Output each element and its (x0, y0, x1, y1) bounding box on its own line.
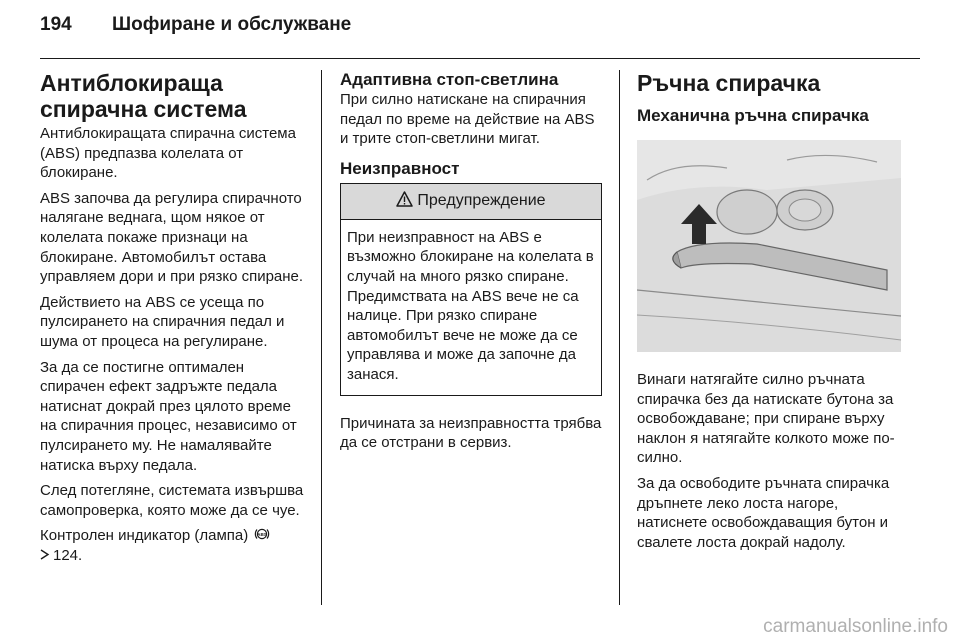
section-title-parking-brake: Ръчна спирачка (637, 70, 821, 96)
column-divider (619, 70, 620, 605)
warning-text: При неизправност на ABS е възможно блокиране на колелата в случай на много рязко спиране. Предимствата на ABS вече не са налице. При рязко спиране автомобилът вече не може да се управлява и може да започне да занася. (347, 228, 594, 383)
page-number: 194 (40, 14, 72, 35)
column-parking-brake (637, 70, 901, 558)
section-title-adaptive-brake-light: Адаптивна стоп-светлина (340, 70, 559, 89)
paragraph: След потегляне, системата извършва самопроверка, която може да се чуе. (40, 482, 304, 519)
paragraph: За да освободите ръчната спирачка дръпнете леко лоста нагоре, натиснете освобождаващия бутон и свалете лоста докрай надолу. (637, 474, 890, 551)
paragraph: При силно натискане на спирачния педал по време на действие на ABS и трите стоп-светлини мигат. (340, 91, 595, 148)
paragraph: Винаги натягайте силно ръчната спирачка без да натискате бутона за освобождаване; при спиране върху наклон я натягайте колкото може по-силно. (637, 371, 895, 467)
paragraph: Причината за неизправността трябва да се отстрани в сервиз. (340, 414, 602, 452)
watermark: carmanualsonline.info (763, 616, 948, 637)
warning-header (341, 184, 601, 220)
page-reference: 124. (53, 546, 83, 564)
svg-text:ABS: ABS (257, 532, 268, 538)
warning-title: Предупреждение (417, 192, 546, 210)
page-header (40, 14, 351, 48)
subsection-title-mechanical-brake: Механична ръчна спирачка (637, 106, 869, 125)
header-rule (40, 58, 920, 59)
paragraph: За да се постигне оптимален спирачен ефект задръжте педала натиснат докрай през цялото време на спирачния процес, независимо от пулсирането му. Не намалявайте натиска върху педала. (40, 358, 297, 474)
paragraph: Антиблокиращата спирачна система (ABS) предпазва колелата от блокиране. (40, 125, 296, 182)
section-title-abs (40, 70, 308, 122)
section-title-line: спирачна система (40, 96, 247, 122)
parking-brake-illustration (637, 140, 901, 352)
warning-triangle-icon (396, 191, 417, 212)
warning-box (340, 183, 602, 396)
column-abs (40, 70, 308, 571)
chapter-title: Шофиране и обслужване (112, 14, 352, 35)
paragraph: Действието на ABS се усеща по пулсирането на спирачния педал и шума от процеса на регулиране. (40, 293, 285, 350)
column-divider (321, 70, 322, 605)
column-adaptive-brake-light (340, 70, 602, 459)
indicator-text: Контролен индикатор (лампа) (40, 527, 249, 545)
arrow-reference-icon (40, 546, 50, 566)
paragraph-indicator (40, 526, 308, 565)
paragraph: ABS започва да регулира спирачното налягане веднага, щом някое от колелата покаже признаци на блокиране. Автомобилът остава управляем дори и при рязко спиране. (40, 189, 304, 286)
subsection-title-fault: Неизправност (340, 158, 460, 178)
section-title-line: Антиблокираща (40, 70, 223, 96)
abs-lamp-icon (254, 526, 270, 542)
